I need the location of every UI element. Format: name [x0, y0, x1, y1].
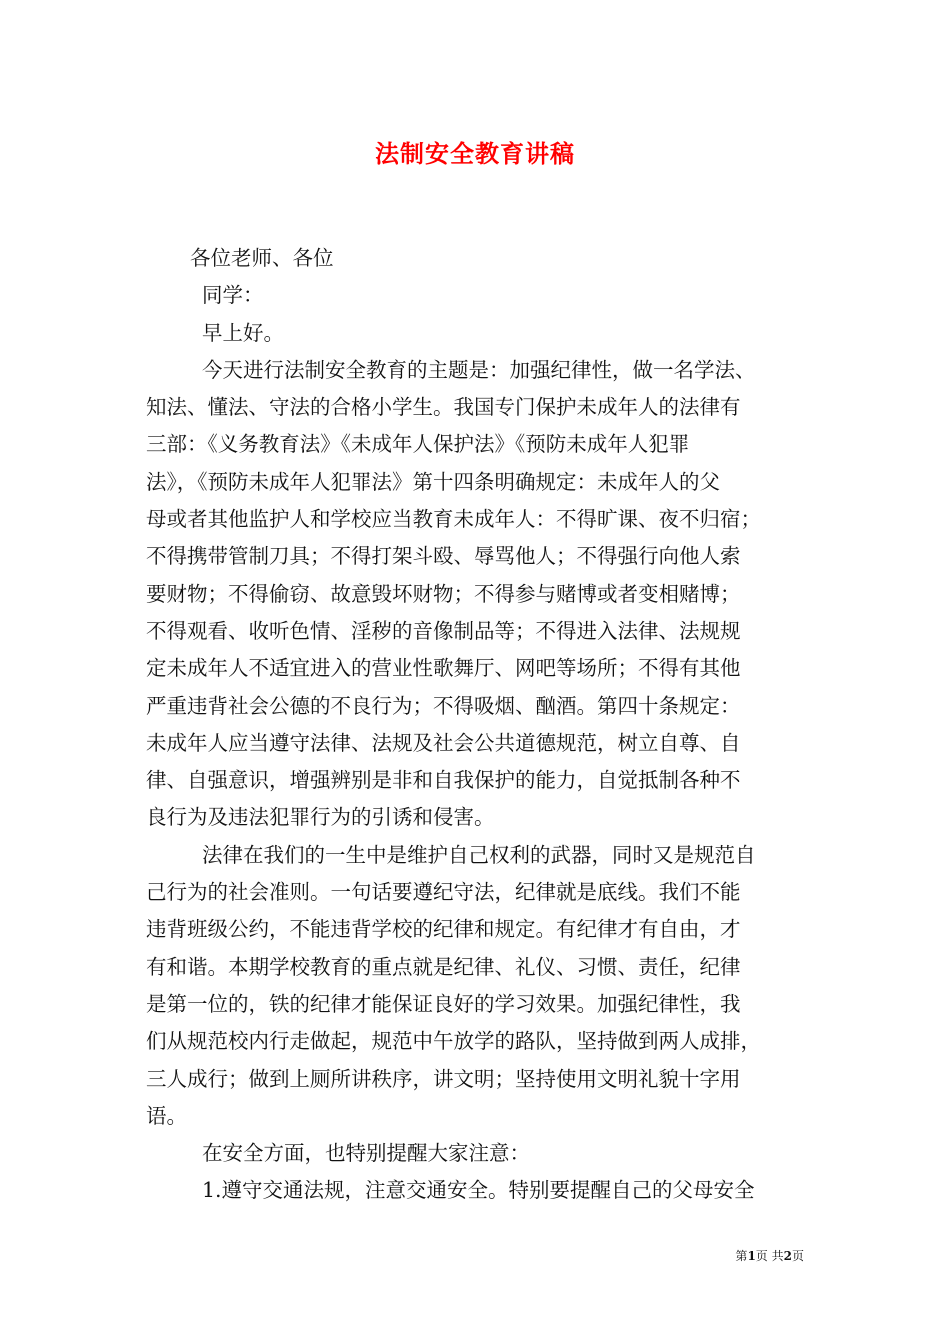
- body-line: 是第一位的，铁的纪律才能保证良好的学习效果。加强纪律性，我: [146, 991, 741, 1016]
- footer-prefix: 第: [735, 1249, 748, 1263]
- body-line: 三人成行；做到上厕所讲秩序，讲文明；坚持使用文明礼貌十字用: [146, 1066, 741, 1091]
- body-line: 己行为的社会准则。一句话要遵纪守法，纪律就是底线。我们不能: [146, 880, 741, 905]
- body-line: 们从规范校内行走做起，规范中午放学的路队，坚持做到两人成排，: [146, 1029, 761, 1054]
- footer-page-number: 1: [747, 1249, 756, 1263]
- body-line: 律、自强意识，增强辨别是非和自我保护的能力，自觉抵制各种不: [146, 768, 741, 793]
- document-title: 法制安全教育讲稿: [375, 140, 575, 168]
- body-line: 严重违背社会公德的不良行为；不得吸烟、酗酒。第四十条规定：: [146, 693, 741, 718]
- body-line: 要财物；不得偷窃、故意毁坏财物；不得参与赌博或者变相赌博；: [146, 581, 741, 606]
- document-body: [146, 240, 808, 1210]
- body-line: 语。: [146, 1103, 187, 1128]
- footer-suffix: 页: [791, 1249, 804, 1263]
- body-line: 不得观看、收听色情、淫秽的音像制品等；不得进入法律、法规规: [146, 618, 741, 643]
- body-line: 违背班级公约，不能违背学校的纪律和规定。有纪律才有自由，才: [146, 917, 741, 942]
- body-line: 知法、懂法、守法的合格小学生。我国专门保护未成年人的法律有: [146, 395, 741, 420]
- body-line: 法》，《预防未成年人犯罪法》第十四条明确规定：未成年人的父: [146, 469, 720, 494]
- body-line: 1.遵守交通法规，注意交通安全。特别要提醒自己的父母安全: [202, 1178, 755, 1203]
- body-line: 早上好。: [202, 320, 284, 345]
- body-line: 未成年人应当遵守法律、法规及社会公共道德规范，树立自尊、自: [146, 730, 741, 755]
- page-footer: [735, 1247, 804, 1264]
- body-line: 在安全方面，也特别提醒大家注意：: [202, 1141, 530, 1166]
- body-line: 法律在我们的一生中是维护自己权利的武器，同时又是规范自: [202, 842, 756, 867]
- body-line: 良行为及违法犯罪行为的引诱和侵害。: [146, 805, 495, 830]
- body-line: 三部：《义务教育法》《未成年人保护法》《预防未成年人犯罪: [146, 432, 690, 457]
- footer-middle: 页 共: [755, 1249, 784, 1263]
- body-line: 各位老师、各位: [190, 246, 334, 270]
- body-line: 有和谐。本期学校教育的重点就是纪律、礼仪、习惯、责任，纪律: [146, 954, 741, 979]
- body-line: 母或者其他监护人和学校应当教育未成年人：不得旷课、夜不归宿；: [146, 507, 761, 532]
- footer-total-pages: 2: [783, 1249, 792, 1263]
- body-line: 定未成年人不适宜进入的营业性歌舞厅、网吧等场所；不得有其他: [146, 656, 741, 681]
- body-line: 同学：: [202, 283, 264, 308]
- body-line: 今天进行法制安全教育的主题是：加强纪律性，做一名学法、: [202, 357, 756, 382]
- body-line: 不得携带管制刀具；不得打架斗殴、辱骂他人；不得强行向他人索: [146, 544, 741, 569]
